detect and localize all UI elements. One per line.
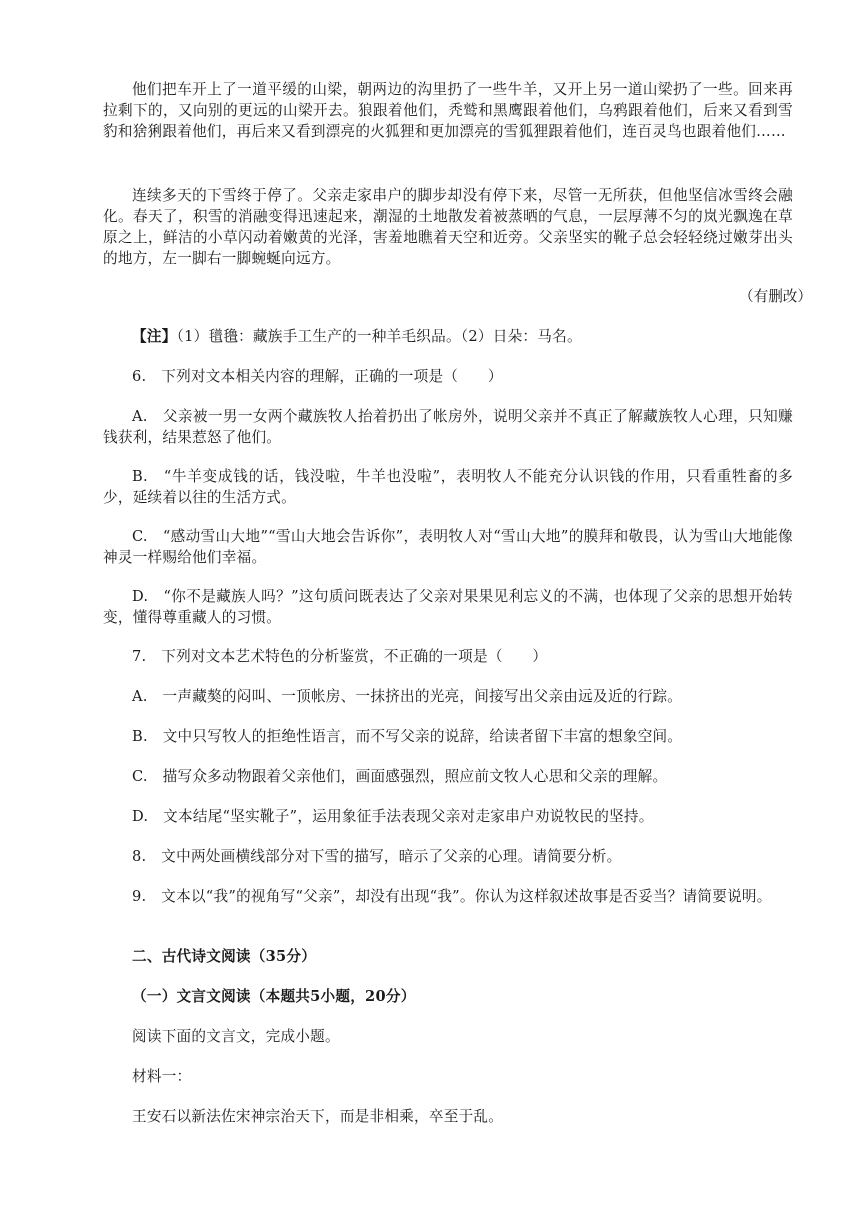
section-2-subtitle: （一）文言文阅读（本题共5小题，20分） xyxy=(132,988,416,1005)
passage-paragraph-2: 连续多天的下雪终于停了。父亲走家串户的脚步却没有停下来，尽管一无所获，但他坚信冰雪终会融化。春天了，积雪的消融变得迅速起来，潮湿的土地散发着被蒸晒的气息，一层厚薄不匀的岚光飘逸在草原之上，鲜洁的小草闪动着嫩黄的光泽，害羞地瞧着天空和近旁。父亲坚实的靴子总会轻轻绕过嫩芽出头的地方，左一脚右一脚蜿蜒向远方。 xyxy=(103,187,793,267)
passage-paragraph-1: 他们把车开上了一道平缓的山梁，朝两边的沟里扔了一些牛羊，又开上另一道山梁扔了一些。回来再拉剩下的，又向别的更远的山梁开去。狼跟着他们，秃鹫和黑鹰跟着他们，乌鸦跟着他们，后来又看到雪豹和猞猁跟着他们，再后来又看到漂亮的火狐狸和更加漂亮的雪狐狸跟着他们，连百灵鸟也跟着他们…… xyxy=(103,81,793,140)
question-7-stem: 7. 下列对文本艺术特色的分析鉴赏，不正确的一项是（ ） xyxy=(132,648,548,665)
note-label: 【注】 xyxy=(132,328,177,345)
section-2-title: 二、古代诗文阅读（35分） xyxy=(132,948,317,965)
question-7-option-d: D. 文本结尾“坚实靴子”，运用象征手法表现父亲对走家串户劝说牧民的坚持。 xyxy=(132,808,654,825)
material-label: 材料一： xyxy=(132,1068,192,1085)
question-8: 8. 文中两处画横线部分对下雪的描写，暗示了父亲的心理。请简要分析。 xyxy=(132,848,622,865)
annotation-note xyxy=(103,326,793,347)
material-text: 王安石以新法佐宋神宗治天下，而是非相乘，卒至于乱。 xyxy=(132,1108,504,1125)
section-2-instruction: 阅读下面的文言文，完成小题。 xyxy=(132,1028,340,1045)
question-9: 9. 文本以“我”的视角写“父亲”，却没有出现“我”。你认为这样叙述故事是否妥当？请简要说明。 xyxy=(132,888,772,905)
question-7-option-c: C. 描写众多动物跟着父亲他们，画面感强烈，照应前文牧人心思和父亲的理解。 xyxy=(132,768,668,785)
question-6-option-a: A. 父亲被一男一女两个藏族牧人抬着扔出了帐房外，说明父亲并不真正了解藏族牧人心理，只知赚钱获利，结果惹怒了他们。 xyxy=(103,408,793,446)
note-text: （1）氆氇：藏族手工生产的一种羊毛织品。（2）日朵：马名。 xyxy=(176,328,582,345)
question-6-option-d: D. “你不是藏族人吗？”这句质问既表达了父亲对果果见利忘义的不满，也体现了父亲的思想开始转变，懂得尊重藏人的习惯。 xyxy=(103,588,793,626)
question-6-stem: 6. 下列对文本相关内容的理解，正确的一项是（ ） xyxy=(132,368,503,385)
source-note: （有删改） xyxy=(739,288,812,305)
question-7-option-a: A. 一声藏獒的闷叫、一顶帐房、一抹挤出的光亮，间接写出父亲由远及近的行踪。 xyxy=(132,688,683,705)
question-6-option-c: C. “感动雪山大地”“雪山大地会告诉你”，表明牧人对“雪山大地”的膜拜和敬畏，认为雪山大地能像神灵一样赐给他们幸福。 xyxy=(103,528,793,566)
question-6-option-b: B. “牛羊变成钱的话，钱没啦，牛羊也没啦”，表明牧人不能充分认识钱的作用，只看重牲畜的多少，延续着以往的生活方式。 xyxy=(103,468,793,506)
question-7-option-b: B. 文中只写牧人的拒绝性语言，而不写父亲的说辞，给读者留下丰富的想象空间。 xyxy=(132,728,683,745)
